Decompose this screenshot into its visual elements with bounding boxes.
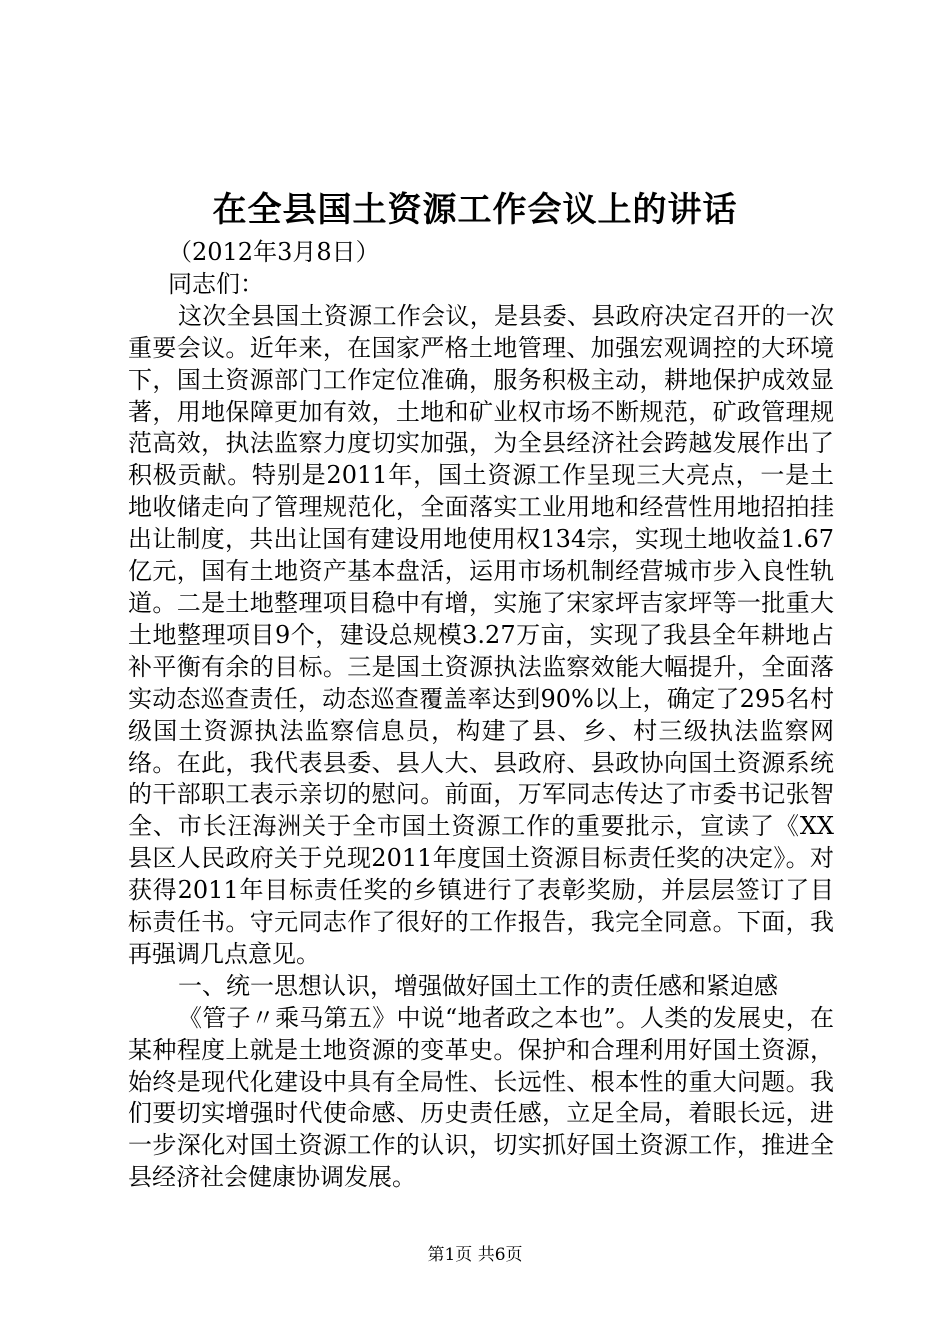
document-body — [128, 237, 834, 1194]
section-heading-1: 一、统一思想认识，增强做好国土工作的责任感和紧迫感 — [178, 971, 778, 1000]
paragraph-opening: 这次全县国土资源工作会议，是县委、县政府决定召开的一次重要会议。近年来，在国家严格土地管理、加强宏观调控的大环境下，国土资源部门工作定位准确，服务积极主动，耕地保护成效显著，用地保障更加有效，土地和矿业权市场不断规范，矿政管理规范高效，执法监察力度切实加强，为全县经济社会跨越发展作出了积极贡献。特别是2011年，国土资源工作呈现三大亮点，一是土地收储走向了管理规范化，全面落实工业用地和经营性用地招拍挂出让制度，共出让国有建设用地使用权134宗，实现土地收益1.67亿元，国有土地资产基本盘活，运用市场机制经营城市步入良性轨道。二是土地整理项目稳中有增，实施了宋家坪吉家坪等一批重大土地整理项目9个，建设总规模3.27万亩，实现了我县全年耕地占补平衡有余的目标。三是国土资源执法监察效能大幅提升，全面落实动态巡查责任，动态巡查覆盖率达到90%以上，确定了295名村级国土资源执法监察信息员，构建了县、乡、村三级执法监察网络。在此，我代表县委、县人大、县政府、县政协向国土资源系统的干部职工表示亲切的慰问。前面，万军同志传达了市委书记张智全、市长汪海洲关于全市国土资源工作的重要批示，宣读了《XX县区人民政府关于兑现2011年度国土资源目标责任奖的决定》。对获得2011年目标责任奖的乡镇进行了表彰奖励，并层层签订了目标责任书。守元同志作了很好的工作报告，我完全同意。下面，我再强调几点意见。 — [128, 301, 834, 968]
speech-date: （2012年3月8日） — [168, 238, 380, 266]
salutation: 同志们： — [168, 269, 264, 298]
document-title: 在全县国土资源工作会议上的讲话 — [212, 190, 738, 230]
page-footer: 第1页 共6页 — [427, 1245, 523, 1265]
paragraph-section-1: 《管子〃乘马第五》中说“地者政之本也”。人类的发展史，在某种程度上就是土地资源的变革史。保护和合理利用好国土资源，始终是现代化建设中具有全局性、长远性、根本性的重大问题。我们要切实增强时代使命感、历史责任感，立足全局，着眼长远，进一步深化对国土资源工作的认识，切实抓好国土资源工作，推进全县经济社会健康协调发展。 — [128, 1003, 834, 1192]
